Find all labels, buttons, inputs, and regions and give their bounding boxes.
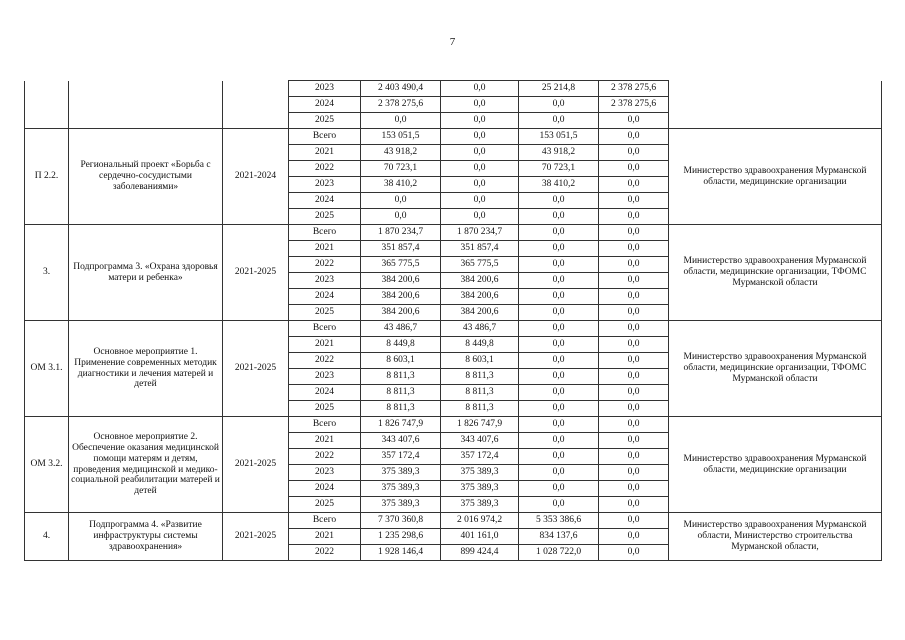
c1-cell: 8 811,3: [441, 385, 519, 401]
year-cell: 2023: [289, 273, 361, 289]
year-cell: 2025: [289, 113, 361, 129]
year-cell: 2023: [289, 465, 361, 481]
total-cell: 375 389,3: [361, 465, 441, 481]
c2-cell: 0,0: [519, 481, 599, 497]
year-cell: Всего: [289, 321, 361, 337]
c2-cell: 38 410,2: [519, 177, 599, 193]
c2-cell: 0,0: [519, 305, 599, 321]
c1-cell: 0,0: [441, 177, 519, 193]
c3-cell: 0,0: [599, 273, 669, 289]
measure-period: 2021-2024: [223, 129, 289, 225]
year-cell: 2025: [289, 401, 361, 417]
c1-cell: 384 200,6: [441, 289, 519, 305]
total-cell: 38 410,2: [361, 177, 441, 193]
c2-cell: 834 137,6: [519, 529, 599, 545]
c2-cell: 0,0: [519, 433, 599, 449]
executor-cell: Министерство здравоохранения Мурманской области, медицинские организации, ТФОМС Мурманской области: [669, 321, 882, 417]
table-row: [25, 417, 882, 433]
c2-cell: 0,0: [519, 209, 599, 225]
c3-cell: 0,0: [599, 481, 669, 497]
c1-cell: 0,0: [441, 193, 519, 209]
year-cell: Всего: [289, 225, 361, 241]
c1-cell: 384 200,6: [441, 273, 519, 289]
c2-cell: 153 051,5: [519, 129, 599, 145]
total-cell: 70 723,1: [361, 161, 441, 177]
c1-cell: 899 424,4: [441, 545, 519, 561]
c3-cell: 0,0: [599, 369, 669, 385]
c1-cell: 0,0: [441, 113, 519, 129]
c2-cell: 0,0: [519, 497, 599, 513]
c3-cell: 0,0: [599, 401, 669, 417]
c3-cell: 0,0: [599, 529, 669, 545]
total-cell: 43 486,7: [361, 321, 441, 337]
c1-cell: 401 161,0: [441, 529, 519, 545]
c2-cell: 0,0: [519, 113, 599, 129]
year-cell: 2022: [289, 257, 361, 273]
code-cell: [25, 81, 69, 129]
c3-cell: 0,0: [599, 241, 669, 257]
c2-cell: 0,0: [519, 225, 599, 241]
year-cell: 2024: [289, 385, 361, 401]
c3-cell: 0,0: [599, 305, 669, 321]
year-cell: 2022: [289, 161, 361, 177]
c1-cell: 384 200,6: [441, 305, 519, 321]
year-cell: 2025: [289, 305, 361, 321]
executor-cell: Министерство здравоохранения Мурманской области, медицинские организации, ТФОМС Мурманской области: [669, 225, 882, 321]
c1-cell: 357 172,4: [441, 449, 519, 465]
c2-cell: 25 214,8: [519, 81, 599, 97]
c3-cell: 0,0: [599, 337, 669, 353]
c2-cell: 0,0: [519, 353, 599, 369]
year-cell: 2025: [289, 497, 361, 513]
c1-cell: 365 775,5: [441, 257, 519, 273]
total-cell: 351 857,4: [361, 241, 441, 257]
page-number: 7: [449, 36, 456, 48]
total-cell: 343 407,6: [361, 433, 441, 449]
c1-cell: 1 870 234,7: [441, 225, 519, 241]
total-cell: 1 235 298,6: [361, 529, 441, 545]
year-cell: 2025: [289, 209, 361, 225]
measure-period: 2021-2025: [223, 225, 289, 321]
total-cell: 8 811,3: [361, 385, 441, 401]
c2-cell: 0,0: [519, 417, 599, 433]
period-cell: [223, 81, 289, 129]
measure-name: Основное мероприятие 2. Обеспечение оказания медицинской помощи матерям и детям, проведения медицинской и медико-социальной реабилитации матерей и детей: [69, 417, 223, 513]
c3-cell: 0,0: [599, 225, 669, 241]
measure-name: Основное мероприятие 1. Применение современных методик диагностики и лечения матерей и детей: [69, 321, 223, 417]
c2-cell: 0,0: [519, 289, 599, 305]
total-cell: 8 603,1: [361, 353, 441, 369]
table-row: [25, 321, 882, 337]
total-cell: 153 051,5: [361, 129, 441, 145]
year-cell: 2024: [289, 97, 361, 113]
c1-cell: 8 603,1: [441, 353, 519, 369]
total-cell: 375 389,3: [361, 497, 441, 513]
measure-code: ОМ 3.1.: [25, 321, 69, 417]
year-cell: 2024: [289, 193, 361, 209]
total-cell: 0,0: [361, 193, 441, 209]
c2-cell: 0,0: [519, 241, 599, 257]
c3-cell: 0,0: [599, 465, 669, 481]
c3-cell: 0,0: [599, 545, 669, 561]
c2-cell: 0,0: [519, 401, 599, 417]
total-cell: 365 775,5: [361, 257, 441, 273]
total-cell: 43 918,2: [361, 145, 441, 161]
measure-name: Подпрограмма 3. «Охрана здоровья матери и ребенка»: [69, 225, 223, 321]
total-cell: 2 378 275,6: [361, 97, 441, 113]
year-cell: 2022: [289, 545, 361, 561]
measure-name: Региональный проект «Борьба с сердечно-сосудистыми заболеваниями»: [69, 129, 223, 225]
c2-cell: 0,0: [519, 257, 599, 273]
c2-cell: 0,0: [519, 465, 599, 481]
total-cell: 2 403 490,4: [361, 81, 441, 97]
c3-cell: 2 378 275,6: [599, 97, 669, 113]
year-cell: 2021: [289, 145, 361, 161]
c1-cell: 375 389,3: [441, 481, 519, 497]
c2-cell: 0,0: [519, 321, 599, 337]
c2-cell: 0,0: [519, 369, 599, 385]
measure-code: ОМ 3.2.: [25, 417, 69, 513]
year-cell: 2024: [289, 481, 361, 497]
c2-cell: 5 353 386,6: [519, 513, 599, 529]
total-cell: 1 870 234,7: [361, 225, 441, 241]
c3-cell: 0,0: [599, 145, 669, 161]
c1-cell: 1 826 747,9: [441, 417, 519, 433]
c2-cell: 0,0: [519, 337, 599, 353]
total-cell: 8 811,3: [361, 369, 441, 385]
total-cell: 1 826 747,9: [361, 417, 441, 433]
c3-cell: 0,0: [599, 385, 669, 401]
year-cell: 2021: [289, 241, 361, 257]
c2-cell: 0,0: [519, 385, 599, 401]
c1-cell: 43 486,7: [441, 321, 519, 337]
c3-cell: 0,0: [599, 257, 669, 273]
measure-code: П 2.2.: [25, 129, 69, 225]
total-cell: 357 172,4: [361, 449, 441, 465]
c3-cell: 0,0: [599, 321, 669, 337]
total-cell: 0,0: [361, 113, 441, 129]
executor-cell: Министерство здравоохранения Мурманской области, медицинские организации: [669, 417, 882, 513]
c1-cell: 375 389,3: [441, 497, 519, 513]
c1-cell: 0,0: [441, 161, 519, 177]
measure-period: 2021-2025: [223, 417, 289, 513]
c2-cell: 70 723,1: [519, 161, 599, 177]
year-cell: 2023: [289, 81, 361, 97]
c1-cell: 0,0: [441, 145, 519, 161]
year-cell: 2021: [289, 433, 361, 449]
table-row: [25, 513, 882, 529]
year-cell: 2023: [289, 177, 361, 193]
c1-cell: 0,0: [441, 129, 519, 145]
table-row: [25, 81, 882, 97]
c2-cell: 0,0: [519, 449, 599, 465]
c3-cell: 0,0: [599, 417, 669, 433]
year-cell: Всего: [289, 513, 361, 529]
budget-table: [24, 80, 882, 561]
table-row: [25, 225, 882, 241]
c2-cell: 0,0: [519, 273, 599, 289]
c3-cell: 0,0: [599, 433, 669, 449]
c1-cell: 8 811,3: [441, 369, 519, 385]
total-cell: 384 200,6: [361, 289, 441, 305]
c1-cell: 8 811,3: [441, 401, 519, 417]
total-cell: 7 370 360,8: [361, 513, 441, 529]
c1-cell: 0,0: [441, 209, 519, 225]
executor-cell: Министерство здравоохранения Мурманской области, медицинские организации: [669, 129, 882, 225]
total-cell: 384 200,6: [361, 305, 441, 321]
c1-cell: 0,0: [441, 97, 519, 113]
c3-cell: 0,0: [599, 193, 669, 209]
c1-cell: 375 389,3: [441, 465, 519, 481]
c3-cell: 0,0: [599, 161, 669, 177]
c3-cell: 0,0: [599, 353, 669, 369]
year-cell: 2021: [289, 529, 361, 545]
c3-cell: 0,0: [599, 497, 669, 513]
c1-cell: 2 016 974,2: [441, 513, 519, 529]
c3-cell: 0,0: [599, 513, 669, 529]
executor-cell: Министерство здравоохранения Мурманской области, Министерство строительства Мурманской области,: [669, 513, 882, 561]
measure-period: 2021-2025: [223, 513, 289, 561]
c2-cell: 0,0: [519, 193, 599, 209]
total-cell: 8 449,8: [361, 337, 441, 353]
table-row: [25, 129, 882, 145]
c1-cell: 0,0: [441, 81, 519, 97]
c2-cell: 1 028 722,0: [519, 545, 599, 561]
c1-cell: 8 449,8: [441, 337, 519, 353]
c3-cell: 0,0: [599, 177, 669, 193]
year-cell: 2023: [289, 369, 361, 385]
measure-period: 2021-2025: [223, 321, 289, 417]
c3-cell: 0,0: [599, 129, 669, 145]
c2-cell: 43 918,2: [519, 145, 599, 161]
total-cell: 375 389,3: [361, 481, 441, 497]
total-cell: 1 928 146,4: [361, 545, 441, 561]
total-cell: 8 811,3: [361, 401, 441, 417]
measure-code: 3.: [25, 225, 69, 321]
total-cell: 384 200,6: [361, 273, 441, 289]
year-cell: Всего: [289, 417, 361, 433]
c3-cell: 0,0: [599, 449, 669, 465]
year-cell: 2024: [289, 289, 361, 305]
year-cell: 2022: [289, 353, 361, 369]
c3-cell: 0,0: [599, 289, 669, 305]
name-cell: [69, 81, 223, 129]
total-cell: 0,0: [361, 209, 441, 225]
c2-cell: 0,0: [519, 97, 599, 113]
measure-code: 4.: [25, 513, 69, 561]
year-cell: 2021: [289, 337, 361, 353]
c1-cell: 351 857,4: [441, 241, 519, 257]
executor-cell: [669, 81, 882, 129]
measure-name: Подпрограмма 4. «Развитие инфраструктуры системы здравоохранения»: [69, 513, 223, 561]
c3-cell: 0,0: [599, 209, 669, 225]
c3-cell: 2 378 275,6: [599, 81, 669, 97]
year-cell: 2022: [289, 449, 361, 465]
c1-cell: 343 407,6: [441, 433, 519, 449]
year-cell: Всего: [289, 129, 361, 145]
c3-cell: 0,0: [599, 113, 669, 129]
